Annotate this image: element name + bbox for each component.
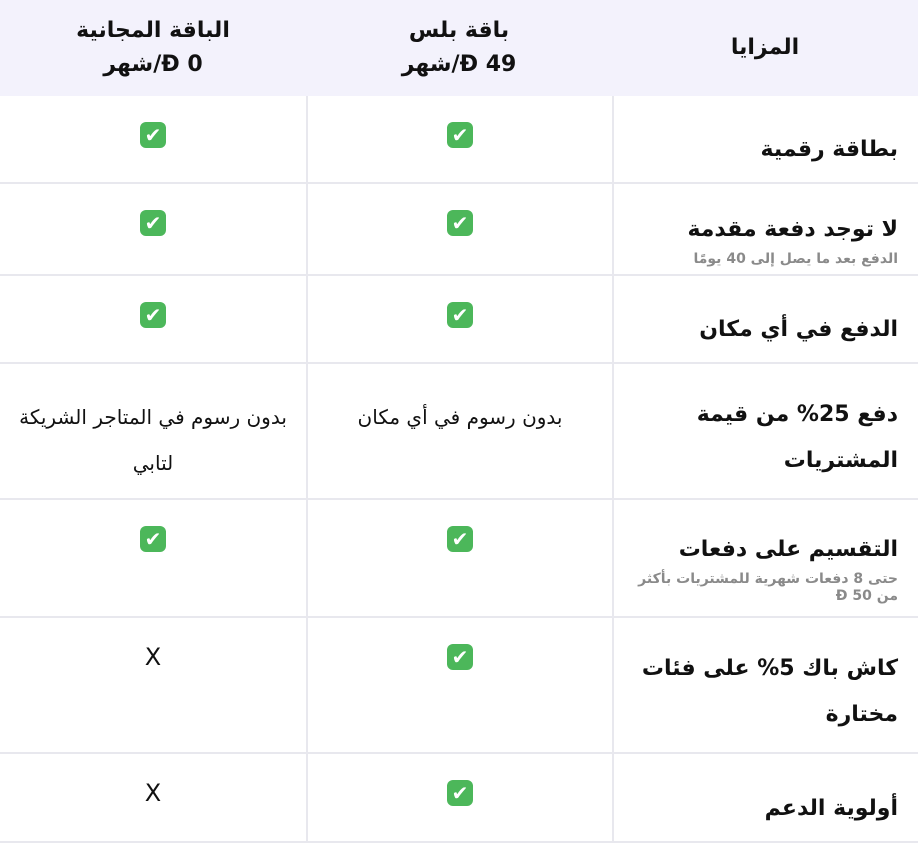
check-mark-icon: ✔ [447,644,473,670]
feature-subtitle: حتى 8 دفعات شهرية للمشتريات بأكثر من 50 Ð [638,571,898,604]
free-value-cell [0,500,306,618]
free-value-cell [0,276,306,364]
feature-title: الدفع في أي مكان [699,317,898,342]
plus-plan-price: 49 Ð/شهر [401,52,517,77]
check-mark-icon: ✔ [447,210,473,236]
plus-value-cell [306,184,612,276]
feature-digital-card [612,96,918,184]
header-plus-plan [306,0,612,96]
check-mark-icon: ✔ [140,210,166,236]
x-mark: X [144,643,162,671]
check-mark-icon: ✔ [447,526,473,552]
plus-value-cell [306,754,612,843]
header-features [612,0,918,96]
feature-priority-support [612,754,918,843]
plus-value-cell [306,500,612,618]
plus-value-cell [306,364,612,500]
feature-pay-anywhere [612,276,918,364]
feature-title: دفع 25% من قيمة المشتريات [696,402,898,473]
check-mark-icon: ✔ [140,122,166,148]
feature-title: أولوية الدعم [764,795,898,821]
free-value-text: بدون رسوم في المتاجر الشريكة لتابي [19,405,287,475]
feature-title: بطاقة رقمية [760,137,898,162]
check-mark-icon: ✔ [140,526,166,552]
plus-value-text: بدون رسوم في أي مكان [357,405,563,429]
features-label: المزايا [730,35,800,60]
plus-value-cell [306,276,612,364]
feature-cashback [612,618,918,754]
plus-plan-name: باقة بلس [408,18,510,43]
plus-value-cell [306,96,612,184]
check-mark-icon: ✔ [140,302,166,328]
check-mark-icon: ✔ [447,122,473,148]
feature-title: التقسيم على دفعات [678,537,898,562]
plus-value-cell [306,618,612,754]
feature-installments [612,500,918,618]
feature-title: لا توجد دفعة مقدمة [687,216,898,242]
free-value-cell [0,364,306,500]
check-mark-icon: ✔ [447,780,473,806]
free-value-cell [0,754,306,843]
check-mark-icon: ✔ [447,302,473,328]
feature-pay-25-percent [612,364,918,500]
free-value-cell [0,618,306,754]
feature-no-down-payment [612,184,918,276]
free-plan-name: الباقة المجانية [76,18,230,43]
free-value-cell [0,96,306,184]
free-plan-price: 0 Ð/شهر [103,52,203,77]
feature-title: كاش باك 5% على فئات مختارة [641,656,898,727]
header-free-plan [0,0,306,96]
feature-subtitle: الدفع بعد ما يصل إلى 40 يومًا [693,250,898,267]
free-value-cell [0,184,306,276]
x-mark: X [144,779,162,807]
